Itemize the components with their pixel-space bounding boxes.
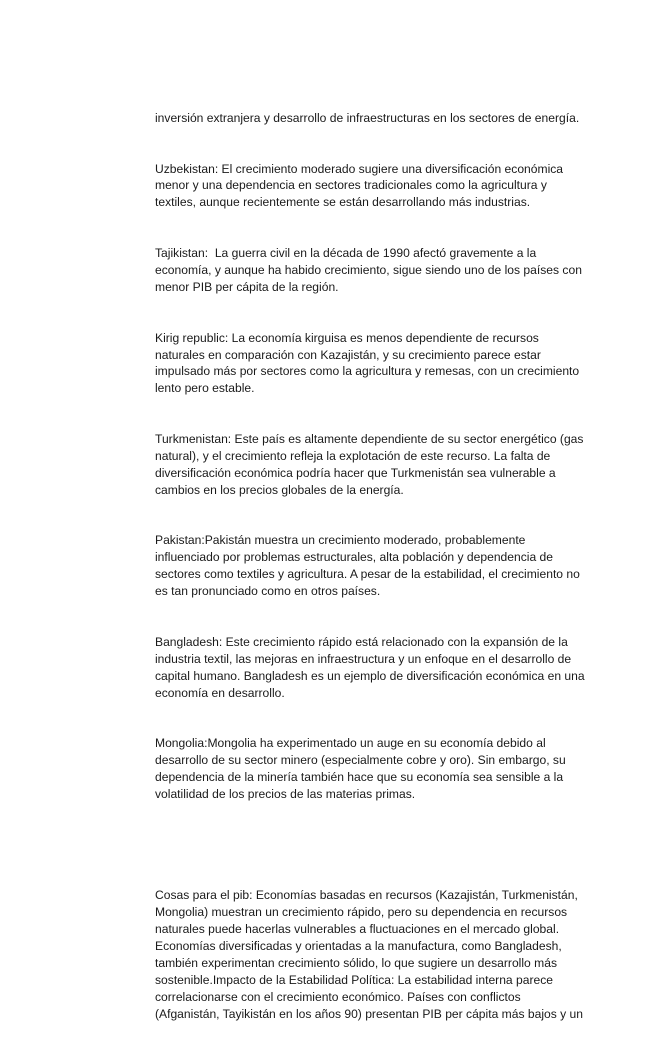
paragraph-bangladesh: Bangladesh: Este crecimiento rápido está relacionado con la expansión de la industria textil, las mejoras en infraestructura y un enfoque en el desarrollo de capital humano. Bangladesh es un ejemplo de diversificación económica en una economía en desarrollo. (155, 634, 588, 700)
paragraph-pakistan: Pakistan:Pakistán muestra un crecimiento moderado, probablemente influenciado por problemas estructurales, alta población y dependencia de sectores como textiles y agricultura. A pesar de la estabilidad, el crecimiento no es tan pronunciado como en otros países. (155, 533, 584, 599)
paragraph-turkmenistan: Turkmenistan: Este país es altamente dependiente de su sector energético (gas natural), y el crecimiento refleja la explotación de este recurso. La falta de diversificación económica podría hacer que Turkmenistán sea vulnerable a cambios en los precios globales de la energía. (155, 432, 587, 497)
paragraph-tajikistan: Tajikistan: La guerra civil en la década de 1990 afectó gravemente a la economía, y aunque ha habido crecimiento, sigue siendo uno de los países con menor PIB per cápita de la región. (155, 246, 586, 294)
paragraph-spacer (155, 837, 585, 854)
paragraph-kyrgyz-republic: Kirig republic: La economía kirguisa es menos dependiente de recursos naturales en comparación con Kazajistán, y su crecimiento parece estar impulsado más por sectores como la agricultura y remesas, con un crecimiento lento pero estable. (155, 330, 583, 396)
document-body (155, 76, 588, 1057)
paragraph-mongolia: Mongolia:Mongolia ha experimentado un auge en su economía debido al desarrollo de su sector minero (especialmente cobre y oro). Sin embargo, su dependencia de la minería también hace que su economía sea sensible a la volatilidad de los precios de las materias primas. (155, 736, 570, 802)
paragraph-gdp-notes: Cosas para el pib: Economías basadas en recursos (Kazajistán, Turkmenistán, Mongolia) muestran un crecimiento rápido, pero su dependencia en recursos naturales puede hacerlas vulnerables a fluctuaciones en el mercado global. Economías diversificadas y orientadas a la manufactura, como Bangladesh, también experimentan crecimiento sólido, lo que sugiere un desarrollo más sostenible.Impacto de la Estabilidad Política: La estabilidad interna parece correlacionarse con el crecimiento económico. Países con conflictos (Afganistán, Tayikistán en los años 90) presentan PIB per cápita más bajos y un (155, 888, 584, 1021)
paragraph-energy-continuation: inversión extranjera y desarrollo de infraestructuras en los sectores de energía. (155, 110, 580, 125)
paragraph-uzbekistan: Uzbekistan: El crecimiento moderado sugiere una diversificación económica menor y una dependencia en sectores tradicionales como la agricultura y textiles, aunque recientemente se están desarrollando más industrias. (155, 161, 567, 210)
